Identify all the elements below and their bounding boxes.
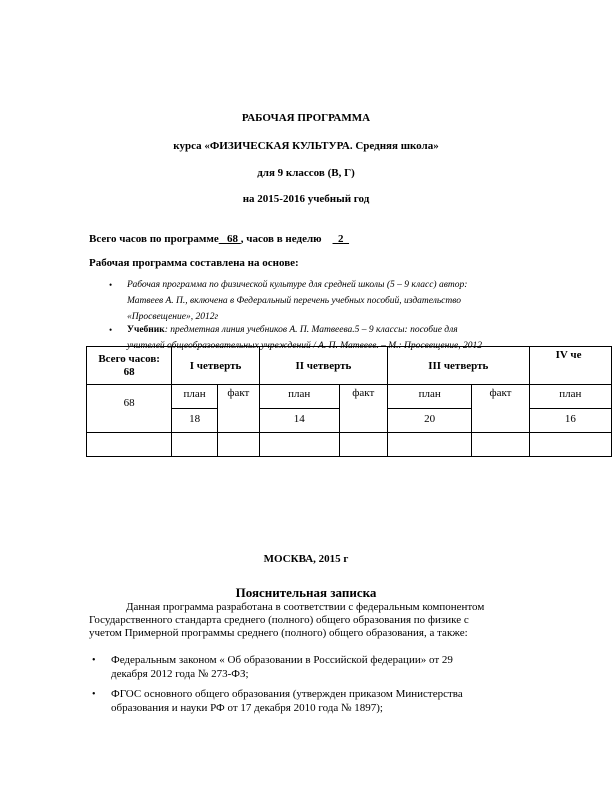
note-list-item-1: Федеральным законом « Об образовании в Российской федерации» от 29 декабря 2012 года № 273-ФЗ; (111, 654, 453, 680)
hours-week-label: , часов в неделю (240, 233, 322, 245)
document-title: РАБОЧАЯ ПРОГРАММА (241, 112, 371, 124)
basis-heading: Рабочая программа составлена на основе: (89, 257, 299, 269)
empty-cell (87, 433, 172, 457)
textbook-label: Учебник (127, 325, 165, 335)
note-list-item-2: ФГОС основного общего образования (утвержден приказом Министерства образования и науки РФ от 17 декабря 2010 года № 1897); (111, 688, 463, 714)
empty-cell (387, 433, 471, 457)
plan-q2: план 14 (259, 385, 339, 433)
bullet-icon: • (92, 689, 96, 700)
total-hours-value: 68 (87, 385, 172, 433)
hours-total-label: Всего часов по программе (89, 233, 219, 245)
hours-line (89, 233, 349, 245)
bullet-icon: • (92, 655, 96, 666)
basis-item-1: Рабочая программа по физической культуре для средней школы (5 – 9 класс) автор: Матвеев А. П., включена в Федеральный перечень учебных пособий, издательство «Просвещение», 2012г (127, 280, 468, 322)
empty-cell (529, 433, 611, 457)
note-paragraph: Данная программа разработана в соответствии с федеральным компонентом Государственного стандарта среднего (полного) общего образования по физике с учетом Примерной программы среднего (полного) общего образования, а также: (89, 601, 485, 639)
empty-cell (339, 433, 387, 457)
plan-q1: план 18 (172, 385, 218, 433)
quarter-4-header: IV че (529, 347, 611, 385)
hours-week-value: 2 (338, 233, 344, 245)
empty-cell (472, 433, 529, 457)
bullet-icon: • (109, 280, 113, 290)
bullet-icon: • (109, 325, 113, 335)
empty-cell (172, 433, 218, 457)
hours-total-value: 68 (226, 233, 238, 245)
fact-q2: факт (339, 385, 387, 433)
fact-q3: факт (472, 385, 529, 433)
fact-q1: факт (217, 385, 259, 433)
city-year: МОСКВА, 2015 г (263, 553, 349, 565)
quarter-1-header: I четверть (172, 347, 260, 385)
school-year: на 2015-2016 учебный год (242, 193, 370, 205)
note-title: Пояснительная записка (235, 585, 377, 600)
plan-q4: план 16 (529, 385, 611, 433)
course-name: курса «ФИЗИЧЕСКАЯ КУЛЬТУРА. Средняя школа» (173, 140, 439, 152)
plan-q3: план 20 (387, 385, 471, 433)
hours-table (86, 346, 612, 457)
total-hours-header: Всего часов: 68 (87, 347, 172, 385)
empty-cell (259, 433, 339, 457)
grades-line: для 9 классов (В, Г) (257, 167, 355, 179)
quarter-3-header: III четверть (387, 347, 529, 385)
empty-cell (217, 433, 259, 457)
quarter-2-header: II четверть (259, 347, 387, 385)
basis-item-2: Учебник: предметная линия учебников А. П. Матвеева.5 – 9 классы: пособие для учителей общеобразовательных учреждений / А. П. Матвеев. – М.: Просвещение, 2012 (127, 325, 483, 351)
